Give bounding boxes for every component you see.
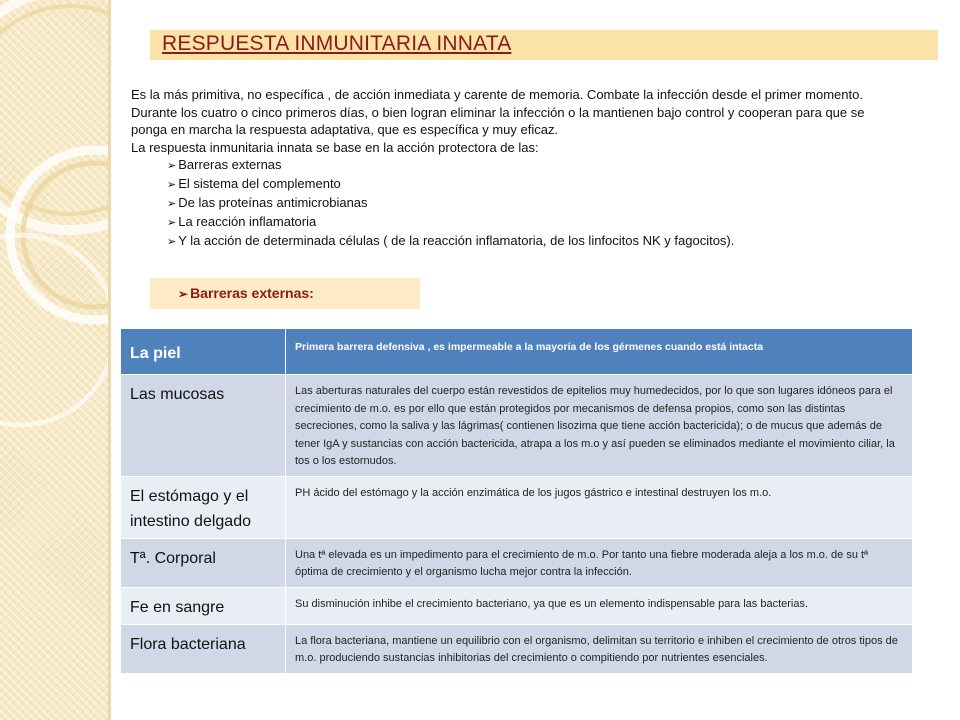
list-item: ➢ Barreras externas bbox=[167, 157, 282, 172]
barrier-name: Flora bacteriana bbox=[121, 624, 286, 673]
intro-section bbox=[131, 86, 901, 251]
table-row bbox=[121, 587, 913, 624]
arrow-bullet-icon: ➢ bbox=[167, 236, 177, 248]
decorative-circles bbox=[0, 0, 108, 720]
arrow-bullet-icon: ➢ bbox=[178, 287, 189, 301]
barrier-description: PH ácido del estómago y la acción enzimática de los jugos gástrico e intestinal destruyen los m.o. bbox=[286, 476, 913, 538]
barrier-description: Las aberturas naturales del cuerpo están revestidos de epitelios muy humedecidos, por lo que son lugares idóneos para el crecimiento de m.o. es por ello que están protegidos por mecanismos de defensa propios, como son las distintas secreciones, como la saliva y las lágrimas( contienen lisozima que tiene acción bactericida); o de mucus que además de tener IgA y sustancias con acción bactericida, atrapa a los m.o y así pueden se eliminados mediante el movimiento ciliar, la tos o los estornudos. bbox=[286, 375, 913, 477]
table-row bbox=[121, 476, 913, 538]
table-row bbox=[121, 538, 913, 587]
arrow-bullet-icon: ➢ bbox=[167, 217, 177, 229]
table-row bbox=[121, 375, 913, 477]
section-heading bbox=[178, 285, 314, 301]
barrier-name: Las mucosas bbox=[121, 375, 286, 477]
arrow-bullet-icon: ➢ bbox=[167, 198, 177, 210]
decorative-sidebar bbox=[0, 0, 108, 720]
intro-paragraph-2: La respuesta inmunitaria innata se base en la acción protectora de las: bbox=[131, 139, 539, 155]
section-heading-label: Barreras externas: bbox=[190, 285, 314, 301]
barrier-name: Fe en sangre bbox=[121, 587, 286, 624]
arrow-bullet-icon: ➢ bbox=[167, 160, 177, 172]
sidebar-divider bbox=[108, 0, 111, 720]
arrow-bullet-icon: ➢ bbox=[167, 179, 177, 191]
bullet-list bbox=[131, 156, 901, 251]
barrier-description: Primera barrera defensiva , es impermeable a la mayoría de los gérmenes cuando está intacta bbox=[286, 329, 913, 375]
list-item: ➢ Y la acción de determinada células ( de la reacción inflamatoria, de los linfocitos NK y fagocitos). bbox=[167, 233, 735, 248]
barriers-table bbox=[120, 328, 913, 674]
page-title: RESPUESTA INMUNITARIA INNATA bbox=[162, 32, 512, 55]
list-item: ➢ La reacción inflamatoria bbox=[167, 214, 317, 229]
barrier-name: La piel bbox=[121, 329, 286, 375]
barrier-description: La flora bacteriana, mantiene un equilibrio con el organismo, delimitan su territorio e inhiben el crecimiento de otros tipos de m.o. produciendo sustancias inhibitorias del crecimiento o compitiendo por nutrientes esenciales. bbox=[286, 624, 913, 673]
barrier-description: Una tª elevada es un impedimento para el crecimiento de m.o. Por tanto una fiebre moderada aleja a los m.o. de su tª óptima de crecimiento y el organismo lucha mejor contra la infección. bbox=[286, 538, 913, 587]
intro-paragraph-1: Es la más primitiva, no específica , de acción inmediata y carente de memoria. Combate la infección desde el primer momento. Durante los cuatro o cinco primeros días, o bien logran eliminar la infección o la mantienen bajo control y cooperan para que se ponga en marcha la respuesta adaptativa, que es específica y muy eficaz. bbox=[131, 87, 865, 137]
barrier-description: Su disminución inhibe el crecimiento bacteriano, ya que es un elemento indispensable para las bacterias. bbox=[286, 587, 913, 624]
barrier-name: El estómago y el intestino delgado bbox=[121, 476, 286, 538]
list-item: ➢ El sistema del complemento bbox=[167, 176, 341, 191]
table-row bbox=[121, 624, 913, 673]
table-row bbox=[121, 329, 913, 375]
list-item: ➢ De las proteínas antimicrobianas bbox=[167, 195, 368, 210]
barrier-name: Tª. Corporal bbox=[121, 538, 286, 587]
